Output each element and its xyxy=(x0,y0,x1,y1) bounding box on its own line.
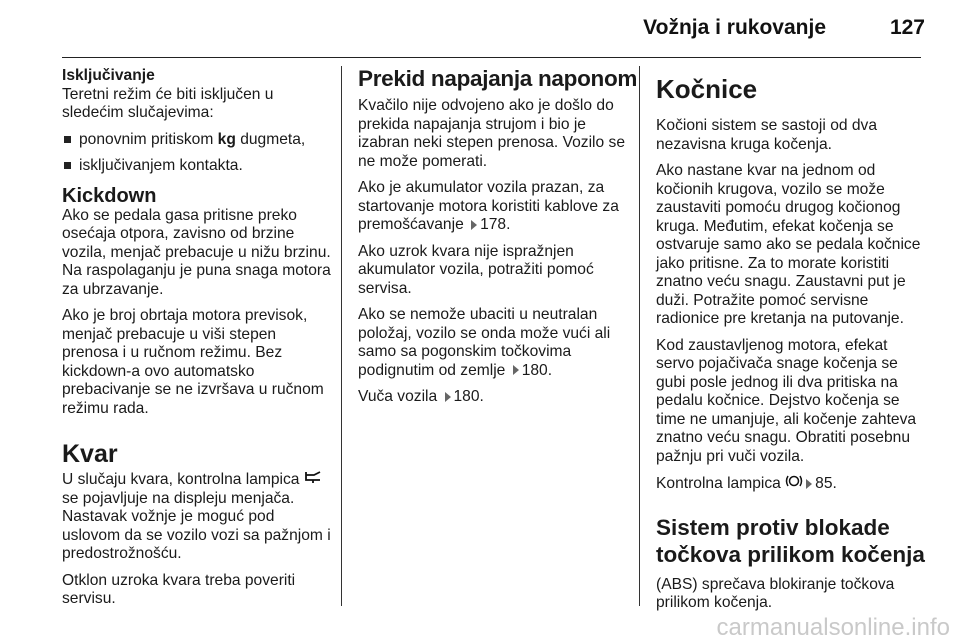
paragraph: Ako je broj obrtaja motora previsok, menjač prebacuje u viši stepen prenosa i u ručnom režimu. Bez kickdown-a ovo automatsko prebacivanje se ne izvršava u ručnom režimu rada. xyxy=(62,307,324,417)
page-reference[interactable]: 180. xyxy=(453,388,484,405)
paragraph: Vuča vozila 180. xyxy=(358,388,484,405)
paragraph: U slučaju kvara, kontrolna lampica se pojavljuje na displeju menjača. Nastavak vožnje je moguć pod uslovom da se vozilo vozi sa pažnjom i predostrožnošću. xyxy=(62,470,331,562)
bullet-icon xyxy=(64,162,71,169)
brake-warning-icon xyxy=(785,474,803,494)
paragraph: Ako nastane kvar na jednom od kočionih krugova, vozilo se može zaustaviti pomoću drugog kočionog kruga. Međutim, efekat kočenja se ostvaruje samo ako se pedala kočnice jako pritisne. Za to morate koristiti znatno veću snagu. Zaustavni put je duži. Potražite pomoć servisne radionice pre kretanja na putovanje. xyxy=(656,162,921,327)
page-reference[interactable]: 178. xyxy=(480,216,511,233)
paragraph: Kod zaustavljenog motora, efekat servo pojačivača snage kočenja se gubi posle jednog ili dva pritiska na pedalu kočnice. Dejstvo kočenja se time ne umanjuje, ali kočenje zahteva znatno veću snagu. Obratiti posebnu pažnju pri vuči vozila. xyxy=(656,336,917,465)
list-item xyxy=(62,157,332,176)
column-divider-1 xyxy=(341,66,342,606)
list-item-text: isključivanjem kontakta. xyxy=(79,157,243,174)
gearbox-fault-icon xyxy=(304,470,322,490)
column-1 xyxy=(62,67,332,617)
section-title-iskljucivanje: Isključivanje xyxy=(62,67,155,84)
page-reference-arrow-icon xyxy=(445,392,451,402)
running-header-title: Vožnja i rukovanje xyxy=(643,16,826,39)
section-title-kickdown: Kickdown xyxy=(62,184,157,207)
paragraph: Kontrolna lampica 85. xyxy=(656,474,837,492)
paragraph: Kočioni sistem se sastoji od dva nezavisna kruga kočenja. xyxy=(656,117,878,153)
paragraph: Kvačilo nije odvojeno ako je došlo do prekida napajanja strujom i bio je izabran neki stepen prenosa. Vozilo se ne može pomerati. xyxy=(358,97,625,170)
page-reference-arrow-icon xyxy=(471,220,477,230)
paragraph: Teretni režim će biti isključen u sledećim slučajevima: xyxy=(62,85,274,121)
section-title-kvar: Kvar xyxy=(62,440,118,468)
paragraph: Ako se pedala gasa pritisne preko osećaja otpora, zavisno od brzine vozila, menjač prebacuje u nižu brzinu. Na raspolaganju je puna snaga motora za ubrzavanje. xyxy=(62,206,331,298)
section-title-prekid-napajanja: Prekid napajanja naponom xyxy=(358,66,638,91)
list-item-text: ponovnim pritiskom kg dugmeta, xyxy=(79,130,306,148)
bullet-icon xyxy=(64,136,71,143)
section-title-abs: Sistem protiv blokade točkova prilikom kočenja xyxy=(656,514,925,567)
page-reference-arrow-icon xyxy=(806,479,812,489)
paragraph: Ako je akumulator vozila prazan, za startovanje motora koristiti kablove za premošćavanje 178. xyxy=(358,179,619,233)
column-2 xyxy=(358,66,638,415)
section-title-kocnice: Kočnice xyxy=(656,74,758,104)
page-reference[interactable]: 85. xyxy=(815,474,837,492)
paragraph: (ABS) sprečava blokiranje točkova prilikom kočenja. xyxy=(656,575,895,611)
paragraph: Ako uzrok kvara nije ispražnjen akumulator vozila, potražiti pomoć servisa. xyxy=(358,242,594,297)
kg-button-label: kg xyxy=(217,130,236,148)
column-divider-2 xyxy=(639,66,640,606)
page-number: 127 xyxy=(889,16,925,39)
page-reference[interactable]: 180. xyxy=(521,361,553,379)
list-item xyxy=(62,131,332,150)
paragraph: Otklon uzroka kvara treba poveriti servisu. xyxy=(62,571,296,607)
page-reference-arrow-icon xyxy=(513,365,519,375)
header-rule xyxy=(62,57,921,58)
watermark: carmanualsonline.info xyxy=(716,614,950,641)
paragraph: Ako se nemože ubaciti u neutralan položaj, vozilo se onda može vući ali samo sa pogonskim točkovima podignutim od zemlje 180. xyxy=(358,306,611,379)
column-3 xyxy=(656,67,928,621)
